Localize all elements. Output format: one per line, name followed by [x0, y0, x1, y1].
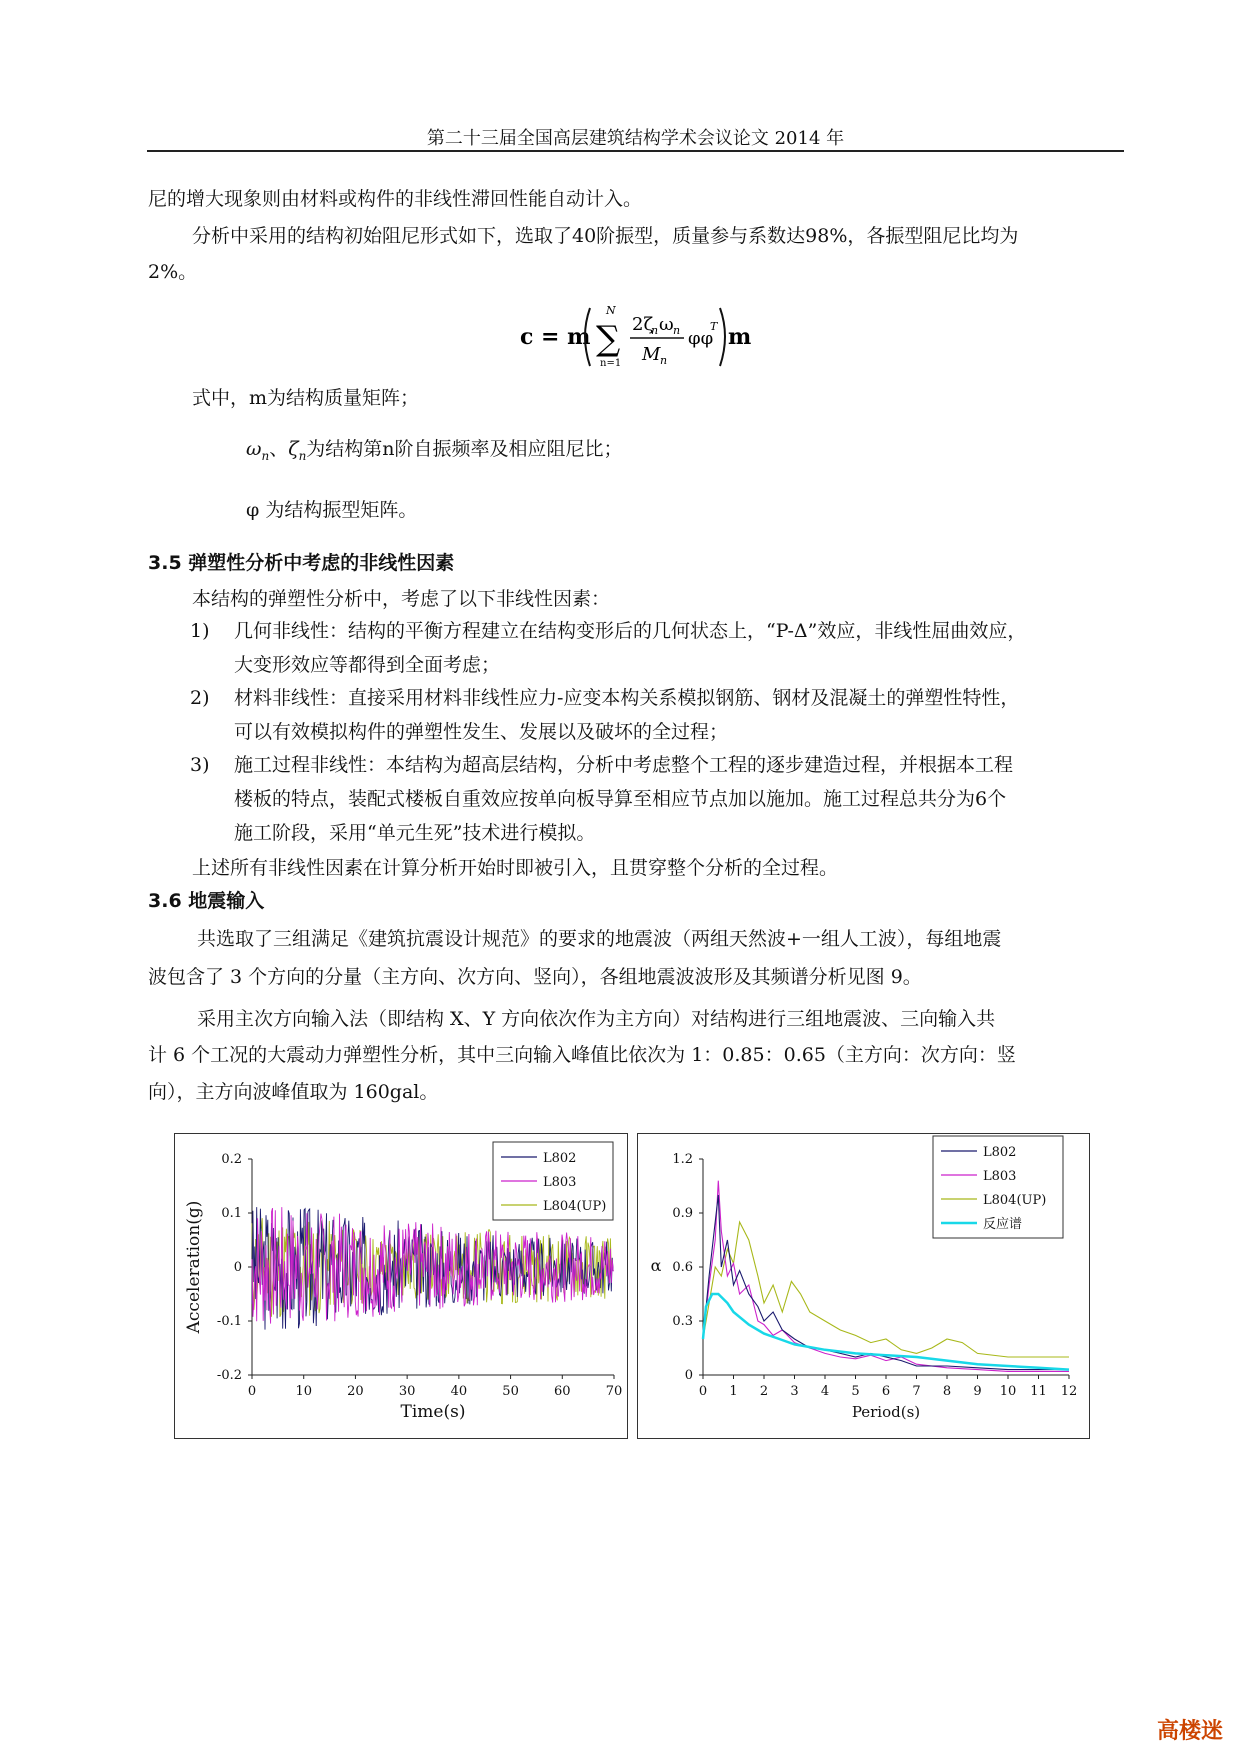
- formula-phi: φφ: [688, 328, 714, 349]
- x-tick-label: 50: [502, 1384, 519, 1399]
- section-3-6-p1b: 波包含了 3 个方向的分量（主方向、次方向、竖向），各组地震波波形及其频谱分析见图 9。: [148, 966, 922, 988]
- x-tick-label: 9: [973, 1384, 982, 1399]
- header-rule: [147, 150, 1124, 152]
- formula-sum-top: N: [606, 304, 616, 317]
- x-tick-label: 7: [912, 1384, 921, 1399]
- x-tick-label: 40: [450, 1384, 468, 1399]
- legend-label: L803: [983, 1169, 1017, 1184]
- running-header: 第二十三届全国高层建筑结构学术会议论文 2014 年: [426, 128, 845, 149]
- y-tick-label: 0.3: [672, 1314, 693, 1329]
- formula-sum-bottom: n=1: [600, 358, 622, 369]
- y-tick-label: 1.2: [672, 1152, 693, 1167]
- list-item: 2) 材料非线性：直接采用材料非线性应力-应变本构关系模拟钢筋、钢材及混凝土的弹塑性特性， 可以有效模拟构件的弹塑性发生、发展以及破坏的全过程；: [190, 687, 1020, 743]
- x-tick-label: 20: [347, 1384, 364, 1399]
- watermark-logo: 高楼迷: [1156, 1719, 1223, 1744]
- y-tick-label: 0: [233, 1260, 242, 1275]
- section-3-5-intro: 本结构的弹塑性分析中，考虑了以下非线性因素：: [192, 588, 611, 610]
- paragraph-2b: 2%。: [148, 261, 198, 283]
- formula-lhs: c = m: [520, 324, 591, 350]
- y-tick-label: 0.6: [672, 1260, 693, 1275]
- spectrum-svg: [638, 1134, 1089, 1438]
- legend-label: L804(UP): [543, 1199, 607, 1214]
- x-tick-label: 2: [759, 1384, 769, 1399]
- formula-denominator: M: [642, 344, 661, 365]
- x-tick-label: 6: [881, 1384, 891, 1399]
- y-tick-label: 0.2: [221, 1152, 242, 1167]
- omega-symbol: ω: [246, 438, 262, 460]
- x-tick-label: 4: [820, 1384, 830, 1399]
- x-tick-label: 60: [554, 1384, 571, 1399]
- series-反应谱: [703, 1294, 1069, 1370]
- where-omega-zeta: $\omega_n$、$\zeta_n$为结构第n阶自振频率及相应阻尼比；: [246, 438, 623, 463]
- x-tick-label: 12: [1060, 1384, 1078, 1399]
- x-tick-label: 30: [398, 1384, 416, 1399]
- list-item: 3) 施工过程非线性：本结构为超高层结构，分析中考虑整个工程的逐步建造过程，并根据本工程 楼板的特点，装配式楼板自重效应按单向板导算至相应节点加以施加。施工过程总共分为6个 施工阶段，采用“单元生死”技术进行模拟。: [190, 754, 1014, 844]
- x-axis-label: Period(s): [851, 1403, 921, 1421]
- legend-label: L802: [543, 1151, 577, 1166]
- y-tick-label: 0: [684, 1368, 693, 1383]
- x-tick-label: 8: [942, 1384, 952, 1399]
- section-3-6-heading: 3.6 地震输入: [148, 890, 265, 912]
- y-tick-label: -0.1: [216, 1314, 242, 1329]
- section-3-6-p2c: 向），主方向波峰值取为 160gal。: [148, 1081, 439, 1103]
- paragraph-1: 尼的增大现象则由材料或构件的非线性滞回性能自动计入。: [148, 188, 643, 210]
- section-3-6-p2a: 采用主次方向输入法（即结构 X、Y 方向依次作为主方向）对结构进行三组地震波、三向输入共: [197, 1008, 996, 1030]
- section-3-5-heading: 3.5 弹塑性分析中考虑的非线性因素: [148, 552, 455, 574]
- section-3-6-p2b: 计 6 个工况的大震动力弹塑性分析，其中三向输入峰值比依次为 1：0.85：0.65（主方向：次方向：竖: [148, 1044, 1016, 1066]
- section-3-5-conclusion: 上述所有非线性因素在计算分析开始时即被引入，且贯穿整个分析的全过程。: [192, 857, 839, 879]
- x-tick-label: 0: [698, 1384, 708, 1399]
- paragraph-2a: 分析中采用的结构初始阻尼形式如下，选取了40阶振型，质量参与系数达98%，各振型阻尼比均为: [192, 225, 1019, 247]
- x-tick-label: 11: [1030, 1384, 1047, 1399]
- formula-denominator-sub: n: [660, 354, 668, 367]
- y-axis-label: α: [650, 1256, 662, 1275]
- y-tick-label: 0.1: [221, 1206, 242, 1221]
- formula-numerator-a: 2ζ: [632, 314, 654, 335]
- x-tick-label: 10: [295, 1384, 312, 1399]
- x-tick-label: 1: [729, 1384, 738, 1399]
- formula-numerator-sub2: n: [673, 324, 681, 337]
- x-tick-label: 5: [851, 1384, 860, 1399]
- x-tick-label: 0: [247, 1384, 257, 1399]
- spectrum-chart: [637, 1133, 1090, 1439]
- legend-label: L802: [983, 1145, 1017, 1160]
- x-tick-label: 70: [605, 1384, 623, 1399]
- formula-sigma: ∑: [596, 319, 621, 359]
- section-3-6-p1a: 共选取了三组满足《建筑抗震设计规范》的要求的地震波（两组天然波+一组人工波），每组地震: [197, 928, 1002, 950]
- formula-phi-sup: T: [710, 320, 718, 333]
- phi-symbol: φ: [246, 499, 260, 521]
- damping-formula: [520, 300, 820, 372]
- formula-numerator-b: ω: [659, 314, 674, 335]
- formula-numerator-sub1: n: [651, 324, 659, 337]
- list-item: 1) 几何非线性：结构的平衡方程建立在结构变形后的几何状态上，“P-Δ”效应，非线性屈曲效应， 大变形效应等都得到全面考虑；: [190, 620, 1027, 676]
- x-axis-label: Time(s): [400, 1402, 466, 1422]
- where-m: 式中，m为结构质量矩阵；: [192, 387, 420, 409]
- formula-rhs: m: [728, 324, 752, 350]
- legend-label: L804(UP): [983, 1193, 1047, 1208]
- legend-label: 反应谱: [983, 1217, 1023, 1232]
- y-tick-label: 0.9: [672, 1206, 693, 1221]
- zeta-symbol: ζ: [288, 438, 299, 460]
- time-history-svg: [175, 1134, 627, 1438]
- legend-label: L803: [543, 1175, 577, 1190]
- x-tick-label: 3: [790, 1384, 799, 1399]
- formula-right-paren: [720, 308, 725, 366]
- x-tick-label: 10: [999, 1384, 1017, 1399]
- y-axis-label: Acceleration(g): [184, 1200, 204, 1334]
- where-phi: φ 为结构振型矩阵。: [246, 499, 418, 521]
- y-tick-label: -0.2: [216, 1368, 242, 1383]
- series-L804(UP): [703, 1222, 1069, 1357]
- time-history-chart: [174, 1133, 628, 1439]
